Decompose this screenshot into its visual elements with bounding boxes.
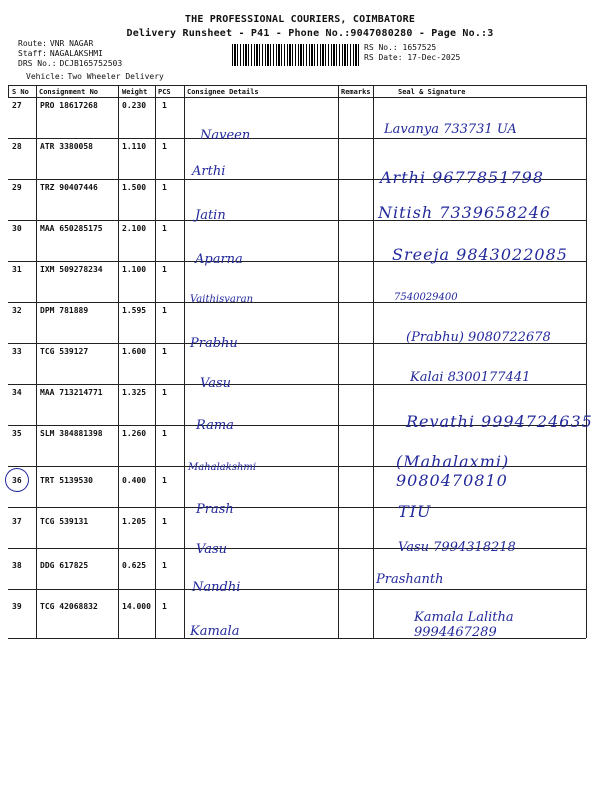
- row-pcs: 1: [162, 101, 167, 110]
- row-sno: 27: [12, 101, 22, 110]
- row-pcs: 1: [162, 561, 167, 570]
- row-pcs: 1: [162, 265, 167, 274]
- handwritten-consignee: Nandhi: [192, 580, 241, 595]
- row-consignment: MAA 650285175: [40, 224, 103, 233]
- handwritten-signature: TIU: [398, 502, 432, 521]
- row-sno: 29: [12, 183, 22, 192]
- row-weight: 1.325: [122, 388, 147, 397]
- row-consignment: TCG 539131: [40, 517, 89, 526]
- vehicle-label: Vehicle:: [26, 72, 65, 81]
- drs-label: DRS No.:: [18, 59, 57, 68]
- handwritten-signature: Vasu 7994318218: [398, 540, 516, 555]
- barcode: [232, 44, 360, 66]
- drs-line: [18, 59, 122, 69]
- col-header-signature: Seal & Signature: [398, 88, 466, 96]
- col-header-remarks: Remarks: [341, 88, 371, 96]
- rs-date: RS Date: 17-Dec-2025: [364, 53, 461, 62]
- row-sno: 31: [12, 265, 22, 274]
- handwritten-signature: Prashanth: [376, 572, 444, 587]
- col-header-sno: S No: [12, 88, 29, 96]
- row-sno: 37: [12, 517, 22, 526]
- runsheet-meta-right: [364, 43, 460, 63]
- handwritten-consignee: Jatin: [195, 208, 226, 223]
- row-weight: 2.100: [122, 224, 147, 233]
- handwritten-consignee: Naveen: [200, 128, 251, 143]
- row-sno: 38: [12, 561, 22, 570]
- row-consignment: SLM 384881398: [40, 429, 103, 438]
- staff-value: NAGALAKSHMI: [49, 49, 103, 58]
- handwritten-consignee: Arthi: [192, 164, 226, 179]
- handwritten-signature: 7540029400: [394, 292, 458, 303]
- handwritten-signature: Kamala Lalitha 9994467289: [414, 610, 514, 640]
- row-pcs: 1: [162, 388, 167, 397]
- runsheet-subtitle: Delivery Runsheet - P41 - Phone No.:9047080280 - Page No.:3: [126, 28, 494, 39]
- row-sno: 33: [12, 347, 22, 356]
- col-header-pcs: PCS: [158, 88, 171, 96]
- handwritten-consignee: Vaithisvaran: [190, 294, 254, 305]
- handwritten-signature: Kalai 8300177441: [410, 370, 531, 385]
- route-value: VNR NAGAR: [49, 39, 94, 48]
- row-consignment: TRZ 90407446: [40, 183, 98, 192]
- vehicle-value: Two Wheeler Delivery: [67, 72, 164, 81]
- handwritten-consignee: Mahalakshmi: [188, 462, 257, 473]
- row-weight: 1.205: [122, 517, 147, 526]
- row-weight: 1.600: [122, 347, 147, 356]
- handwritten-signature: Revathi 9994724635: [406, 412, 593, 431]
- row-consignment: TCG 42068832: [40, 602, 98, 611]
- row-weight: 0.400: [122, 476, 147, 485]
- row-weight: 1.110: [122, 142, 147, 151]
- row-consignment: IXM 509278234: [40, 265, 103, 274]
- row-consignment: DPM 781889: [40, 306, 89, 315]
- row-consignment: ATR 3380058: [40, 142, 93, 151]
- row-sno: 35: [12, 429, 22, 438]
- row-consignment: DDG 617825: [40, 561, 89, 570]
- row-pcs: 1: [162, 142, 167, 151]
- handwritten-consignee: Rama: [196, 418, 234, 433]
- handwritten-signature: (Mahalaxmi) 9080470810: [396, 452, 510, 490]
- row-sno: 34: [12, 388, 22, 397]
- col-header-weight: Weight: [122, 88, 148, 96]
- handwritten-signature: Sreeja 9843022085: [392, 245, 568, 264]
- route-line: [18, 39, 122, 49]
- handwritten-signature: Nitish 7339658246: [378, 203, 552, 222]
- row-sno: 36: [12, 476, 22, 485]
- row-consignment: PRO 18617268: [40, 101, 98, 110]
- row-consignment: MAA 713214771: [40, 388, 103, 397]
- col-header-consignment: Consignment No: [39, 88, 99, 96]
- row-weight: 0.230: [122, 101, 147, 110]
- row-weight: 0.625: [122, 561, 147, 570]
- handwritten-consignee: Vasu: [196, 542, 227, 557]
- row-consignment: TRT 5139530: [40, 476, 93, 485]
- vehicle-line: [26, 72, 164, 82]
- row-sno: 28: [12, 142, 22, 151]
- row-pcs: 1: [162, 517, 167, 526]
- handwritten-consignee: Kamala: [190, 624, 240, 639]
- row-pcs: 1: [162, 429, 167, 438]
- route-label: Route:: [18, 39, 47, 48]
- handwritten-consignee: Aparna: [195, 252, 243, 267]
- row-pcs: 1: [162, 224, 167, 233]
- row-pcs: 1: [162, 347, 167, 356]
- row-pcs: 1: [162, 306, 167, 315]
- handwritten-consignee: Prabhu: [190, 336, 238, 351]
- handwritten-consignee: Vasu: [200, 376, 231, 391]
- row-weight: 1.260: [122, 429, 147, 438]
- row-pcs: 1: [162, 476, 167, 485]
- row-weight: 1.595: [122, 306, 147, 315]
- handwritten-signature: Lavanya 733731 UA: [384, 122, 517, 137]
- runsheet-meta-left: [18, 39, 122, 69]
- rs-number: RS No.: 1657525: [364, 43, 437, 52]
- col-header-consignee: Consignee Details: [187, 88, 259, 96]
- row-sno: 30: [12, 224, 22, 233]
- handwritten-consignee: Prash: [196, 502, 234, 517]
- staff-line: [18, 49, 122, 59]
- row-pcs: 1: [162, 183, 167, 192]
- row-sno: 39: [12, 602, 22, 611]
- row-weight: 1.100: [122, 265, 147, 274]
- row-consignment: TCG 539127: [40, 347, 89, 356]
- staff-label: Staff:: [18, 49, 47, 58]
- handwritten-signature: (Prabhu) 9080722678: [406, 330, 551, 345]
- row-pcs: 1: [162, 602, 167, 611]
- row-sno: 32: [12, 306, 22, 315]
- company-title: THE PROFESSIONAL COURIERS, COIMBATORE: [184, 14, 416, 25]
- drs-value: DCJB165752503: [59, 59, 123, 68]
- handwritten-signature: Arthi 9677851798: [380, 168, 544, 187]
- row-weight: 1.500: [122, 183, 147, 192]
- row-weight: 14.000: [122, 602, 151, 611]
